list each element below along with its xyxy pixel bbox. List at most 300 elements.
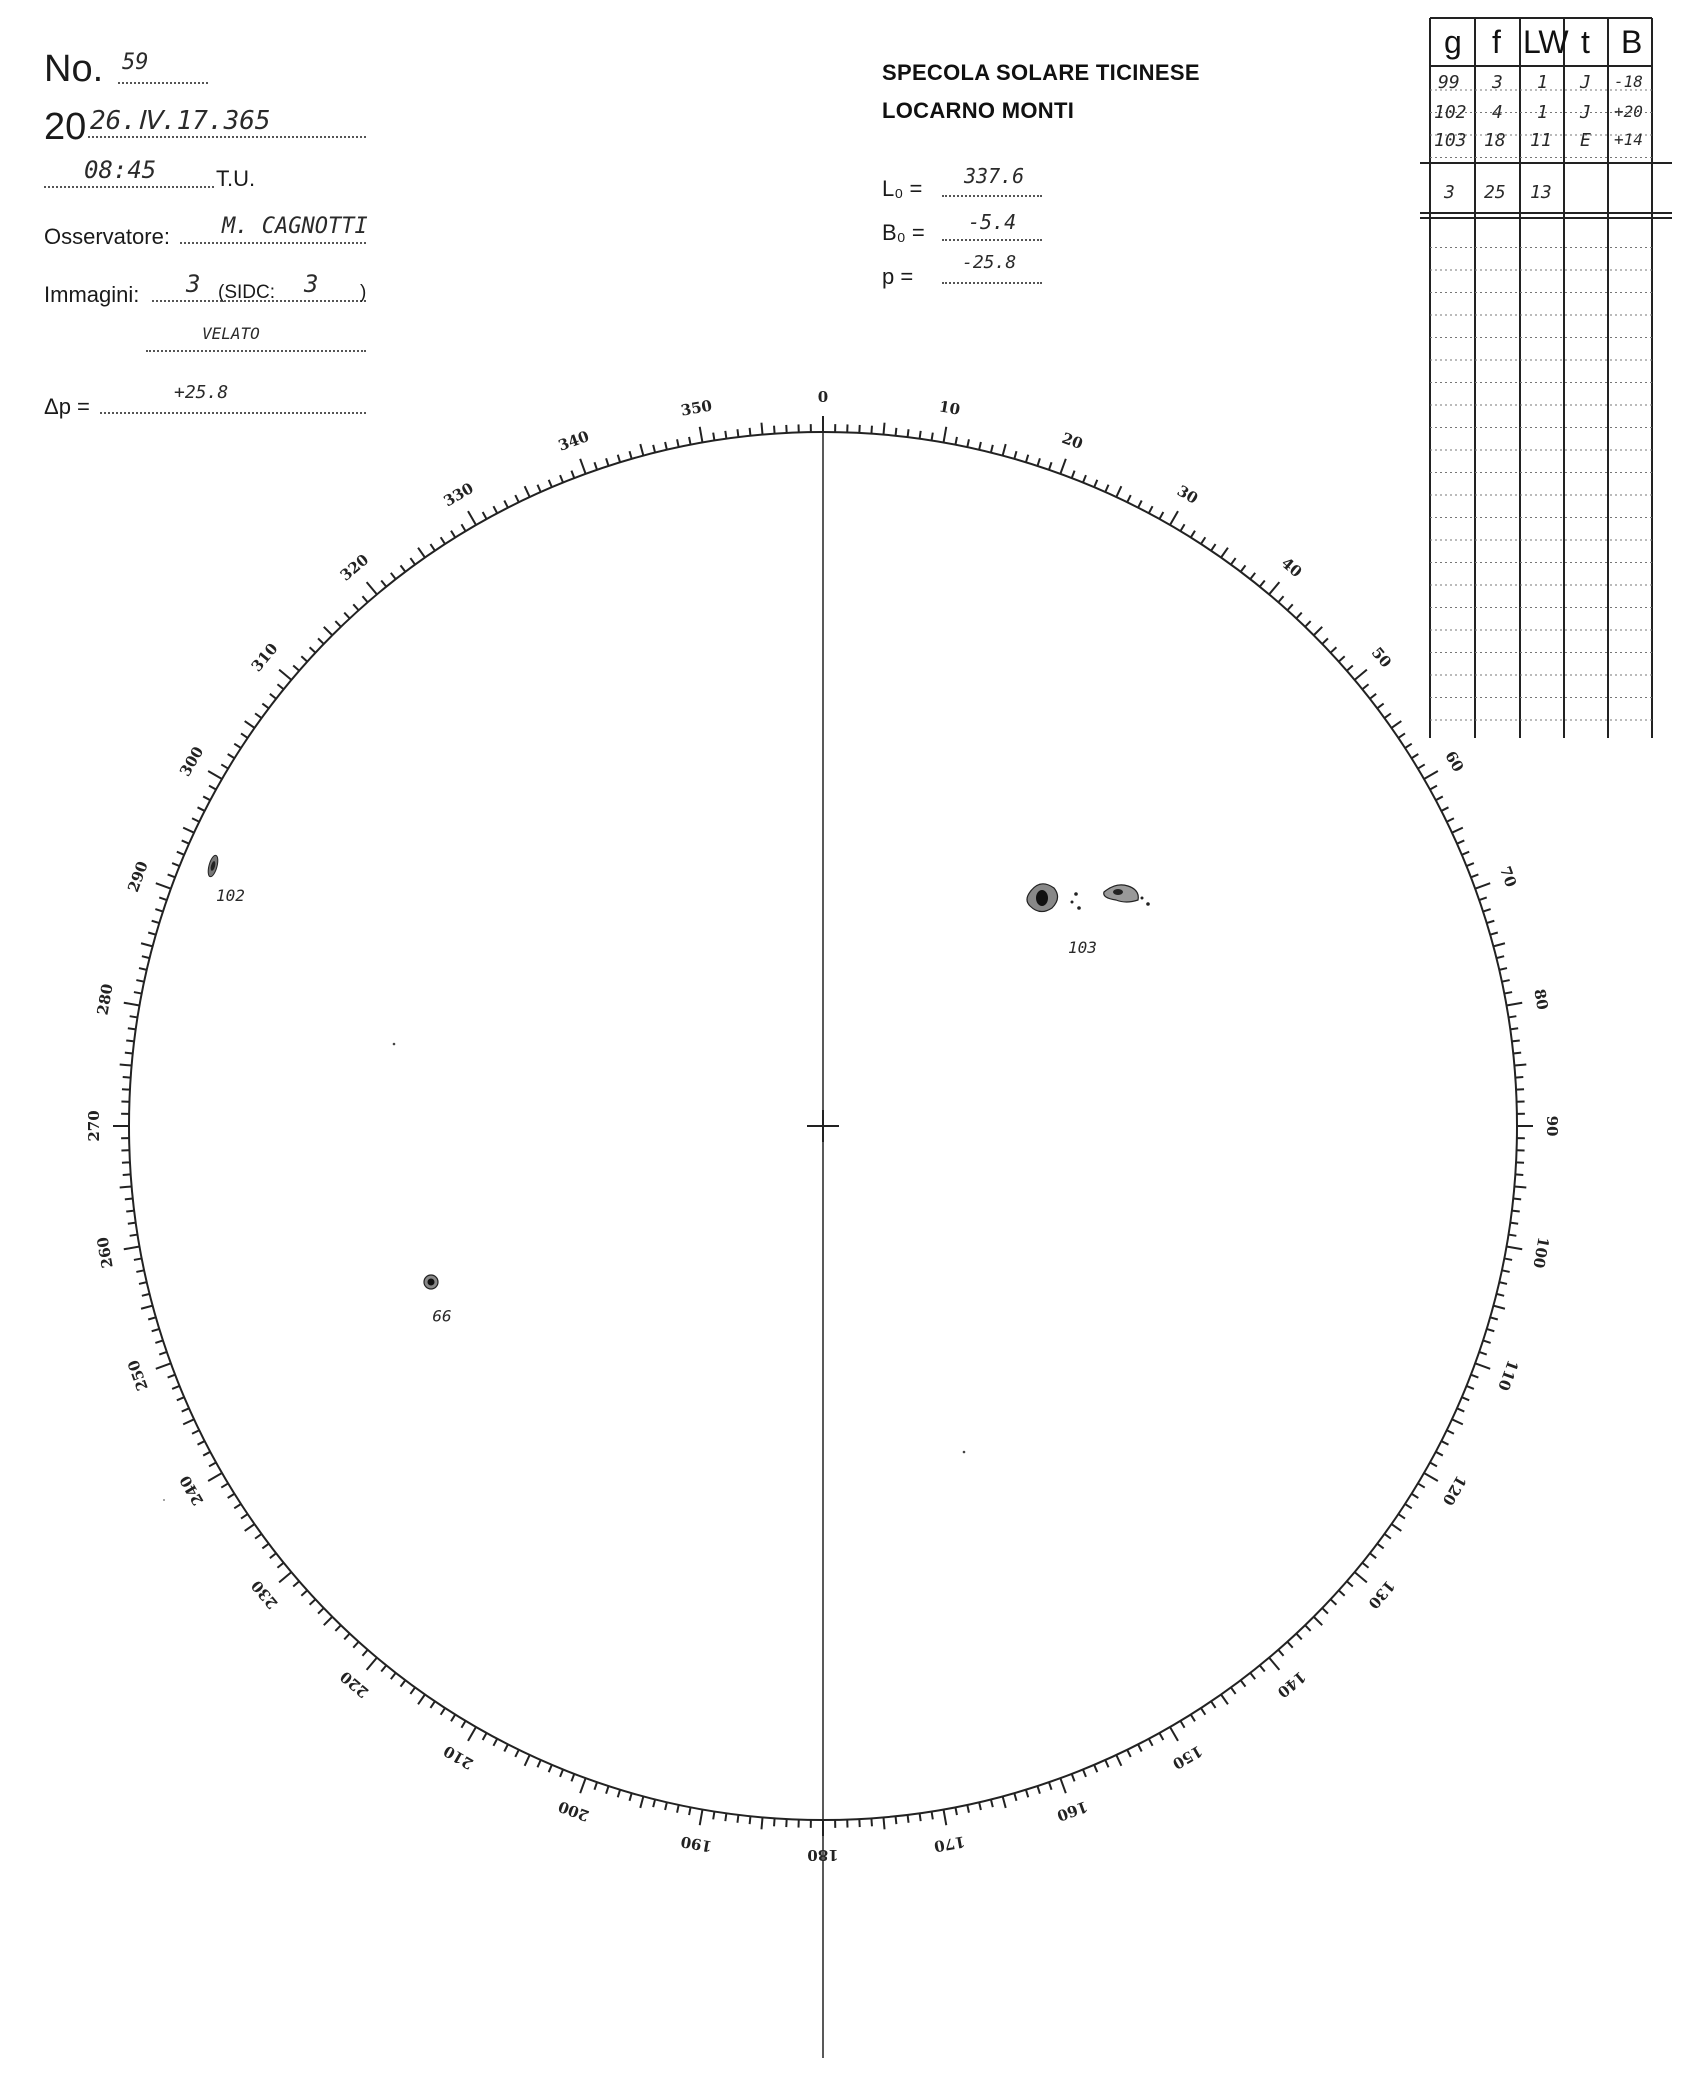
- angle-tick: [618, 455, 620, 463]
- angle-tick: [1083, 1769, 1086, 1776]
- angle-label: 310: [247, 639, 282, 676]
- angle-label: 70: [1496, 863, 1521, 890]
- angle-tick: [293, 1581, 299, 1586]
- angle-tick: [1377, 1544, 1383, 1549]
- angle-tick: [1083, 475, 1086, 482]
- angle-tick: [335, 1625, 341, 1631]
- angle-tick: [1191, 531, 1195, 538]
- angle-tick: [1260, 580, 1265, 586]
- angle-tick: [1037, 1786, 1039, 1794]
- angle-tick: [172, 1386, 179, 1389]
- angle-tick: [896, 428, 897, 436]
- angle-tick: [677, 1805, 679, 1813]
- angle-tick: [255, 1534, 261, 1539]
- angle-tick: [1430, 1462, 1437, 1466]
- angle-tick: [1180, 1721, 1184, 1728]
- angle-tick: [1026, 1790, 1028, 1798]
- angle-label: 160: [1054, 1797, 1091, 1825]
- angle-tick: [774, 1818, 775, 1826]
- angle-tick: [241, 1514, 248, 1518]
- angle-tick: [1457, 1408, 1464, 1411]
- angle-label: 140: [1273, 1667, 1310, 1702]
- angle-label: 40: [1277, 553, 1306, 582]
- angle-tick: [208, 771, 222, 779]
- condition-value[interactable]: VELATO: [202, 324, 260, 343]
- angle-tick: [134, 992, 142, 994]
- angle-tick: [1377, 704, 1383, 709]
- angle-tick: [979, 442, 981, 450]
- observatory-location: LOCARNO MONTI: [882, 98, 1075, 123]
- angle-tick: [1003, 1796, 1006, 1808]
- angle-tick: [1149, 1739, 1153, 1746]
- angle-tick: [1305, 621, 1311, 627]
- l0-value[interactable]: 337.6: [964, 164, 1025, 188]
- angle-tick: [677, 439, 679, 447]
- angle-tick: [1462, 852, 1469, 855]
- angle-tick: [1322, 638, 1328, 644]
- table-cell[interactable]: J: [1580, 102, 1591, 123]
- table-total-cell[interactable]: 25: [1484, 182, 1506, 203]
- angle-tick: [1513, 1199, 1521, 1200]
- angle-tick: [136, 1270, 144, 1272]
- angle-tick: [124, 1247, 140, 1250]
- angle-tick: [353, 1642, 358, 1648]
- angle-tick: [1514, 1064, 1526, 1065]
- images-value[interactable]: 3: [186, 270, 201, 298]
- angle-tick: [1499, 1282, 1507, 1284]
- col-header-t: t: [1581, 24, 1590, 60]
- angle-tick: [128, 1028, 136, 1029]
- angle-tick: [141, 1306, 153, 1309]
- table-cell[interactable]: +20: [1614, 102, 1643, 121]
- angle-tick: [255, 713, 261, 718]
- table-cell[interactable]: +14: [1614, 130, 1643, 149]
- observer-value[interactable]: M. CAGNOTTI: [222, 214, 368, 239]
- angle-tick: [640, 1796, 643, 1808]
- angle-tick: [1331, 1599, 1337, 1604]
- angle-tick: [1072, 1774, 1075, 1781]
- angle-tick: [270, 1553, 276, 1558]
- angle-tick: [1094, 480, 1097, 487]
- angle-tick: [279, 1572, 291, 1582]
- angle-tick: [1506, 1247, 1522, 1250]
- angle-tick: [560, 475, 563, 482]
- col-header-lw: LW: [1523, 24, 1569, 60]
- angle-tick: [310, 1599, 316, 1604]
- angle-tick: [640, 444, 643, 456]
- angle-tick: [920, 431, 921, 439]
- angle-label: 340: [555, 427, 592, 455]
- angle-tick: [493, 506, 497, 513]
- angle-tick: [245, 721, 255, 728]
- table-total-cell[interactable]: 13: [1530, 182, 1552, 203]
- angle-tick: [168, 874, 175, 877]
- angle-tick: [324, 1617, 332, 1625]
- angle-tick: [310, 647, 316, 652]
- angle-tick: [537, 1760, 540, 1767]
- angle-tick: [277, 684, 283, 689]
- angle-tick: [177, 1397, 184, 1400]
- angle-tick: [504, 1744, 508, 1751]
- angle-label: 60: [1441, 747, 1468, 776]
- angle-tick: [1278, 1650, 1283, 1656]
- angle-tick: [1391, 721, 1401, 728]
- angle-tick: [183, 828, 194, 833]
- angle-tick: [123, 1077, 131, 1078]
- table-cell[interactable]: E: [1580, 130, 1591, 151]
- angle-tick: [1049, 1782, 1052, 1790]
- angle-tick: [653, 1799, 655, 1807]
- angle-tick: [932, 433, 933, 441]
- angle-tick: [1479, 1352, 1487, 1355]
- sunspot-group-102: [206, 854, 219, 877]
- angle-tick: [125, 1199, 133, 1200]
- angle-tick: [883, 1817, 884, 1829]
- angle-tick: [120, 1186, 132, 1187]
- angle-tick: [1116, 486, 1121, 497]
- angle-tick: [182, 840, 189, 843]
- angle-tick: [1479, 897, 1487, 900]
- observer-label: Osservatore:: [44, 224, 170, 249]
- angle-tick: [1370, 694, 1376, 699]
- angle-tick: [967, 1805, 969, 1813]
- angle-tick: [125, 1053, 133, 1054]
- angle-tick: [549, 480, 552, 487]
- angle-tick: [1127, 495, 1131, 502]
- angle-tick: [182, 1408, 189, 1411]
- angle-tick: [515, 495, 519, 502]
- table-cell[interactable]: 102: [1434, 102, 1467, 123]
- angle-label: 330: [440, 479, 477, 511]
- angle-tick: [142, 1294, 150, 1296]
- angle-tick: [1424, 771, 1438, 779]
- angle-tick: [1384, 1534, 1390, 1539]
- angle-tick: [401, 1680, 406, 1686]
- angle-tick: [228, 754, 235, 758]
- angle-tick: [1014, 451, 1016, 459]
- angle-tick: [932, 1811, 933, 1819]
- angle-tick: [1512, 1040, 1520, 1041]
- angle-tick: [234, 1504, 241, 1508]
- angle-tick: [515, 1750, 519, 1757]
- angle-tick: [228, 1494, 235, 1498]
- angle-tick: [630, 451, 632, 459]
- angle-tick: [120, 1064, 132, 1065]
- angle-tick: [410, 1687, 415, 1693]
- angle-tick: [418, 1694, 425, 1704]
- angle-tick: [1424, 1473, 1438, 1481]
- group-label-103: 103: [1068, 938, 1097, 957]
- pencil-mark: [163, 1499, 165, 1501]
- angle-tick: [156, 883, 171, 888]
- angle-tick: [128, 1223, 136, 1224]
- angle-label: 300: [176, 743, 208, 780]
- angle-label: 350: [679, 396, 714, 420]
- col-header-b: B: [1621, 24, 1643, 60]
- angle-tick: [725, 431, 726, 439]
- angle-tick: [461, 1721, 465, 1728]
- sunspot-umbra: [1036, 890, 1048, 906]
- angle-tick: [1347, 665, 1353, 670]
- angle-tick: [142, 956, 150, 958]
- angle-tick: [750, 1816, 751, 1824]
- angle-tick: [1180, 524, 1184, 531]
- angle-tick: [1211, 544, 1215, 551]
- observatory-name: SPECOLA SOLARE TICINESE: [882, 60, 1200, 85]
- angle-tick: [1391, 1524, 1401, 1531]
- angle-tick: [1159, 512, 1163, 519]
- number-value[interactable]: 59: [122, 50, 149, 75]
- angle-tick: [908, 1815, 909, 1823]
- angle-tick: [618, 1790, 620, 1798]
- angle-tick: [1149, 506, 1153, 513]
- angle-tick: [665, 1802, 667, 1810]
- angle-tick: [1287, 1642, 1292, 1648]
- angle-tick: [362, 596, 367, 602]
- angle-label: 280: [93, 982, 117, 1017]
- angle-tick: [430, 544, 434, 551]
- angle-tick: [418, 548, 425, 558]
- angle-tick: [560, 1769, 563, 1776]
- angle-tick: [1515, 1174, 1523, 1175]
- sunspot: [1074, 892, 1078, 896]
- angle-tick: [1412, 754, 1419, 758]
- angle-tick: [1370, 1553, 1376, 1558]
- angle-tick: [1513, 1053, 1521, 1054]
- angle-tick: [159, 1352, 167, 1355]
- angle-tick: [1138, 1744, 1142, 1751]
- angle-tick: [689, 1807, 691, 1815]
- angle-label: 130: [1364, 1576, 1399, 1613]
- angle-tick: [130, 1016, 138, 1017]
- angle-tick: [871, 1818, 872, 1826]
- angle-tick: [367, 1658, 377, 1670]
- angle-tick: [344, 613, 349, 619]
- angle-tick: [1060, 1778, 1065, 1793]
- table-cell[interactable]: 1: [1537, 102, 1548, 123]
- sunspot: [1071, 901, 1074, 904]
- table-cell[interactable]: 103: [1434, 130, 1467, 151]
- angle-tick: [1466, 1386, 1473, 1389]
- angle-tick: [1504, 992, 1512, 994]
- angle-tick: [1116, 1755, 1121, 1766]
- angle-tick: [301, 656, 307, 661]
- angle-tick: [1127, 1750, 1131, 1757]
- angle-tick: [1483, 1340, 1491, 1342]
- angle-tick: [1362, 684, 1368, 689]
- angle-tick: [1493, 1306, 1505, 1309]
- table-cell[interactable]: 4: [1492, 102, 1503, 123]
- angle-tick: [1231, 558, 1236, 564]
- angle-tick: [493, 1739, 497, 1746]
- angle-tick: [1504, 1258, 1512, 1260]
- angle-tick: [152, 921, 160, 923]
- angle-tick: [1508, 1016, 1516, 1017]
- angle-tick: [430, 1701, 434, 1708]
- angle-tick: [920, 1813, 921, 1821]
- angle-tick: [1514, 1186, 1526, 1187]
- b0-value[interactable]: -5.4: [968, 210, 1017, 234]
- angle-tick: [155, 1340, 163, 1342]
- angle-tick: [896, 1816, 897, 1824]
- group-label-99: 99: [432, 1306, 452, 1325]
- angle-tick: [1314, 1617, 1322, 1625]
- time-value[interactable]: 08:45: [84, 156, 157, 184]
- angle-tick: [221, 1483, 228, 1487]
- table-cell[interactable]: 3: [1492, 72, 1503, 93]
- angle-tick: [451, 531, 455, 538]
- delta-p-value[interactable]: +25.8: [174, 382, 229, 403]
- angle-tick: [1418, 764, 1425, 768]
- angle-tick: [381, 580, 386, 586]
- angle-tick: [410, 558, 415, 564]
- angle-tick: [277, 1563, 283, 1568]
- sidc-value[interactable]: 3: [304, 270, 319, 298]
- angle-tick: [245, 1524, 255, 1531]
- angle-tick: [883, 423, 884, 435]
- p-value[interactable]: -25.8: [962, 252, 1017, 273]
- table-cell[interactable]: 11: [1530, 130, 1552, 151]
- angle-tick: [1339, 1590, 1345, 1595]
- angle-tick: [468, 511, 476, 525]
- angle-label: 90: [1543, 1115, 1561, 1137]
- angle-tick: [301, 1590, 307, 1595]
- angle-tick: [537, 485, 540, 492]
- angle-tick: [134, 1258, 142, 1260]
- angle-tick: [713, 1811, 714, 1819]
- table-cell[interactable]: 18: [1484, 130, 1506, 151]
- angle-tick: [1287, 604, 1292, 610]
- angle-tick: [156, 1363, 171, 1368]
- angle-tick: [991, 445, 993, 453]
- table-cell[interactable]: -18: [1614, 72, 1643, 91]
- angle-tick: [737, 1815, 738, 1823]
- angle-tick: [1462, 1397, 1469, 1400]
- table-cell[interactable]: 1: [1537, 72, 1548, 93]
- angle-tick: [1466, 863, 1473, 866]
- angle-tick: [750, 428, 751, 436]
- angle-tick: [1384, 713, 1390, 718]
- angle-tick: [606, 1786, 608, 1794]
- delta-p-label: Δp =: [44, 394, 90, 419]
- angle-tick: [123, 1174, 131, 1175]
- angle-tick: [700, 427, 703, 443]
- pencil-mark: [393, 1043, 396, 1046]
- number-label: No.: [44, 48, 104, 90]
- angle-tick: [1003, 444, 1006, 456]
- angle-tick: [126, 1040, 134, 1041]
- angle-tick: [1490, 933, 1498, 935]
- angle-tick: [483, 512, 487, 519]
- angle-label: 230: [247, 1576, 282, 1613]
- angle-tick: [967, 439, 969, 447]
- table-cell[interactable]: J: [1580, 72, 1591, 93]
- pencil-mark: [963, 1451, 966, 1454]
- angle-tick: [192, 1430, 199, 1434]
- angle-tick: [1347, 1581, 1353, 1586]
- angle-tick: [1496, 1294, 1504, 1296]
- angle-label: 180: [807, 1846, 839, 1864]
- angle-tick: [451, 1715, 455, 1722]
- angle-tick: [689, 437, 691, 445]
- date-value[interactable]: 26.Ⅳ.17.365: [90, 106, 271, 136]
- angle-tick: [1250, 573, 1255, 579]
- angle-tick: [908, 429, 909, 437]
- angle-tick: [209, 786, 216, 790]
- angle-tick: [148, 1317, 156, 1319]
- angle-tick: [1221, 548, 1228, 558]
- angle-tick: [241, 733, 248, 737]
- angle-tick: [155, 909, 163, 911]
- angle-tick: [318, 1608, 324, 1614]
- angle-tick: [737, 429, 738, 437]
- angle-tick: [1418, 1483, 1425, 1487]
- images-label: Immagini:: [44, 282, 140, 307]
- angle-tick: [353, 604, 358, 610]
- angle-tick: [606, 458, 608, 466]
- angle-tick: [1499, 968, 1507, 970]
- angle-tick: [203, 1452, 210, 1456]
- angle-tick: [441, 1708, 445, 1715]
- angle-tick: [441, 537, 445, 544]
- angle-label: 50: [1367, 643, 1396, 672]
- table-cell[interactable]: 99: [1438, 72, 1460, 93]
- angle-tick: [1060, 459, 1065, 474]
- angle-tick: [594, 1782, 597, 1790]
- angle-label: 270: [85, 1110, 103, 1142]
- angle-tick: [944, 427, 947, 443]
- b0-label: B₀ =: [882, 220, 925, 245]
- angle-label: 190: [679, 1832, 714, 1856]
- time-unit: T.U.: [216, 166, 256, 191]
- angle-tick: [124, 1003, 140, 1006]
- angle-tick: [571, 1774, 574, 1781]
- angle-tick: [391, 1673, 396, 1679]
- angle-label: 240: [176, 1472, 208, 1509]
- angle-tick: [270, 694, 276, 699]
- angle-tick: [168, 1375, 175, 1378]
- angle-tick: [159, 897, 167, 900]
- angle-tick: [130, 1235, 138, 1236]
- angle-tick: [198, 1441, 205, 1445]
- angle-tick: [401, 565, 406, 571]
- angle-label: 290: [124, 858, 152, 895]
- angle-tick: [318, 638, 324, 644]
- angle-tick: [571, 471, 574, 478]
- angle-tick: [208, 1473, 222, 1481]
- angle-tick: [1355, 1572, 1367, 1582]
- angle-label: 110: [1494, 1357, 1522, 1394]
- angle-label: 120: [1438, 1472, 1470, 1509]
- angle-tick: [1339, 656, 1345, 661]
- angle-label: 320: [336, 550, 373, 585]
- angle-tick: [126, 1211, 134, 1212]
- angle-tick: [1296, 613, 1301, 619]
- angle-tick: [461, 524, 465, 531]
- angle-tick: [1502, 1270, 1510, 1272]
- angle-label: 10: [937, 397, 962, 419]
- angle-tick: [1269, 582, 1279, 594]
- angle-tick: [1475, 883, 1490, 888]
- angle-tick: [172, 863, 179, 866]
- table-total-cell[interactable]: 3: [1444, 182, 1455, 203]
- angle-tick: [1170, 1727, 1178, 1741]
- angle-tick: [1105, 1760, 1108, 1767]
- angle-tick: [525, 1755, 530, 1766]
- sunspot-group-99: [424, 1275, 438, 1289]
- angle-tick: [991, 1799, 993, 1807]
- angle-tick: [725, 1813, 726, 1821]
